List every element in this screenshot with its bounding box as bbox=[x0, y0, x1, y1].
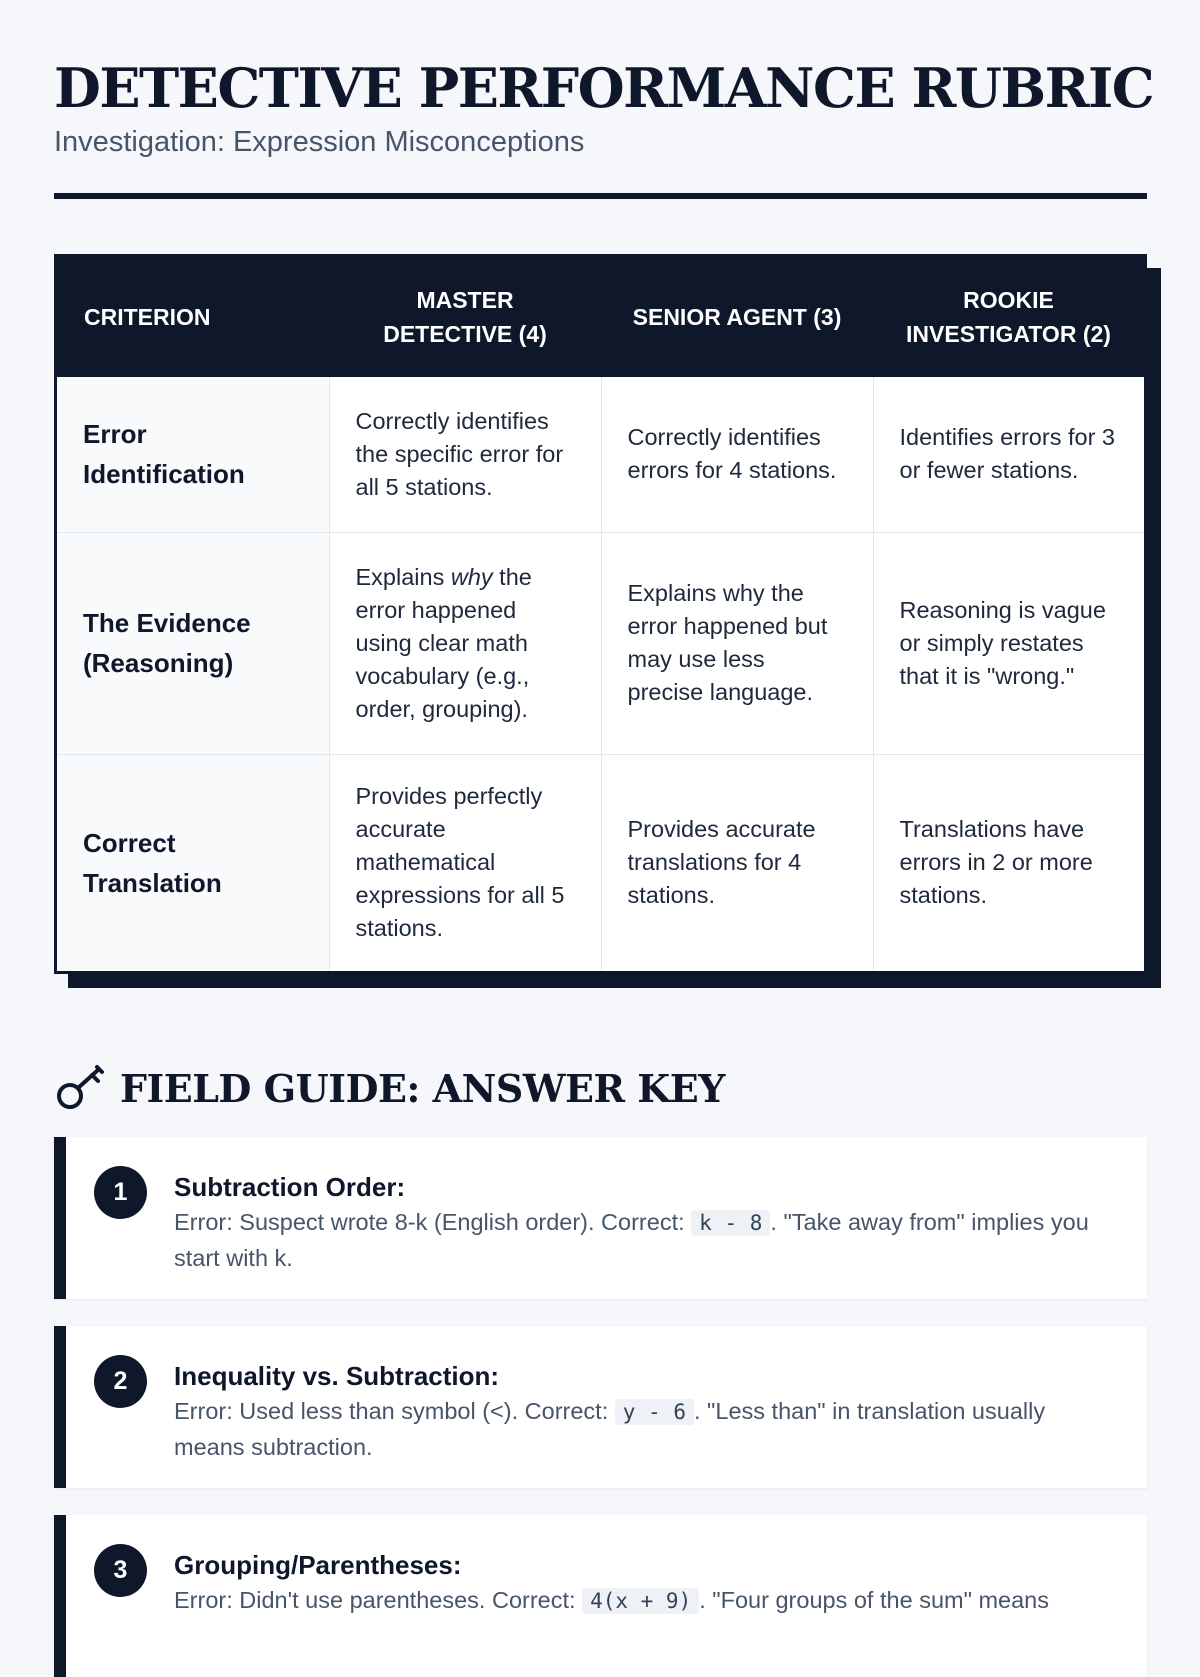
field-guide-heading bbox=[54, 1058, 725, 1118]
rubric-header-row bbox=[57, 257, 1144, 377]
table-row bbox=[57, 532, 1144, 754]
answer-key-text bbox=[174, 1394, 1111, 1465]
criterion-cell: Error Identification bbox=[57, 377, 329, 532]
criterion-cell: The Evidence (Reasoning) bbox=[57, 532, 329, 754]
number-badge: 1 bbox=[94, 1166, 147, 1219]
senior-cell: Correctly identifies errors for 4 stations. bbox=[601, 377, 873, 532]
rookie-cell: Reasoning is vague or simply restates that it is "wrong." bbox=[873, 532, 1144, 754]
column-header-rookie: ROOKIE INVESTIGATOR (2) bbox=[906, 287, 1111, 347]
emphasis-why: why bbox=[450, 563, 493, 590]
answer-text-pre: Error: Suspect wrote 8-k (English order). Correct: bbox=[174, 1209, 692, 1235]
rubric-table bbox=[57, 257, 1144, 971]
rookie-cell: Identifies errors for 3 or fewer stations. bbox=[873, 377, 1144, 532]
answer-key-body bbox=[174, 1547, 1111, 1619]
table-row bbox=[57, 754, 1144, 971]
page-subtitle: Investigation: Expression Misconceptions bbox=[54, 126, 585, 158]
number-badge: 3 bbox=[94, 1544, 147, 1597]
field-guide-title: FIELD GUIDE: ANSWER KEY bbox=[120, 1065, 725, 1111]
answer-key-body bbox=[174, 1358, 1111, 1465]
master-cell bbox=[329, 532, 601, 754]
rubric-table-container bbox=[54, 254, 1147, 974]
answer-key-body bbox=[174, 1169, 1111, 1276]
master-cell: Correctly identifies the specific error for all 5 stations. bbox=[329, 377, 601, 532]
master-text-post: the error happened using clear math vocabulary (e.g., order, grouping). bbox=[355, 563, 532, 722]
answer-code: k - 8 bbox=[691, 1210, 770, 1236]
senior-cell: Provides accurate translations for 4 stations. bbox=[601, 754, 873, 971]
master-cell: Provides perfectly accurate mathematical expressions for all 5 stations. bbox=[329, 754, 601, 971]
answer-text-post: . "Four groups of the sum" means bbox=[699, 1587, 1049, 1613]
answer-text-pre: Error: Didn't use parentheses. Correct: bbox=[174, 1587, 583, 1613]
answer-key-title: Inequality vs. Subtraction: bbox=[174, 1361, 500, 1391]
table-row bbox=[57, 377, 1144, 532]
answer-key-title: Subtraction Order: bbox=[174, 1172, 406, 1202]
answer-code: y - 6 bbox=[615, 1399, 694, 1425]
column-header-senior: SENIOR AGENT (3) bbox=[632, 304, 842, 330]
column-header-criterion: CRITERION bbox=[84, 304, 211, 330]
rookie-cell: Translations have errors in 2 or more stations. bbox=[899, 816, 1093, 909]
number-badge: 2 bbox=[94, 1355, 147, 1408]
senior-cell: Explains why the error happened but may use less precise language. bbox=[601, 532, 873, 754]
answer-text-post: . "Less than" in translation usually means subtraction. bbox=[174, 1398, 1046, 1460]
page-title: DETECTIVE PERFORMANCE RUBRIC bbox=[54, 56, 1154, 120]
answer-key-item bbox=[54, 1137, 1147, 1299]
answer-key-item bbox=[54, 1326, 1147, 1488]
answer-key-item bbox=[54, 1515, 1147, 1677]
title-divider bbox=[54, 193, 1147, 199]
column-header-master: MASTER DETECTIVE (4) bbox=[383, 287, 547, 347]
master-text-pre: Explains bbox=[355, 563, 451, 590]
answer-code: 4(x + 9) bbox=[582, 1588, 699, 1614]
answer-text-pre: Error: Used less than symbol (<). Correct: bbox=[174, 1398, 615, 1424]
answer-key-text bbox=[174, 1205, 1111, 1276]
answer-text-post: . "Take away from" implies you start with k. bbox=[174, 1209, 1089, 1271]
key-icon bbox=[54, 1062, 106, 1114]
answer-key-title: Grouping/Parentheses: bbox=[174, 1550, 462, 1580]
criterion-cell: Correct Translation bbox=[57, 754, 329, 971]
answer-key-text bbox=[174, 1583, 1111, 1619]
